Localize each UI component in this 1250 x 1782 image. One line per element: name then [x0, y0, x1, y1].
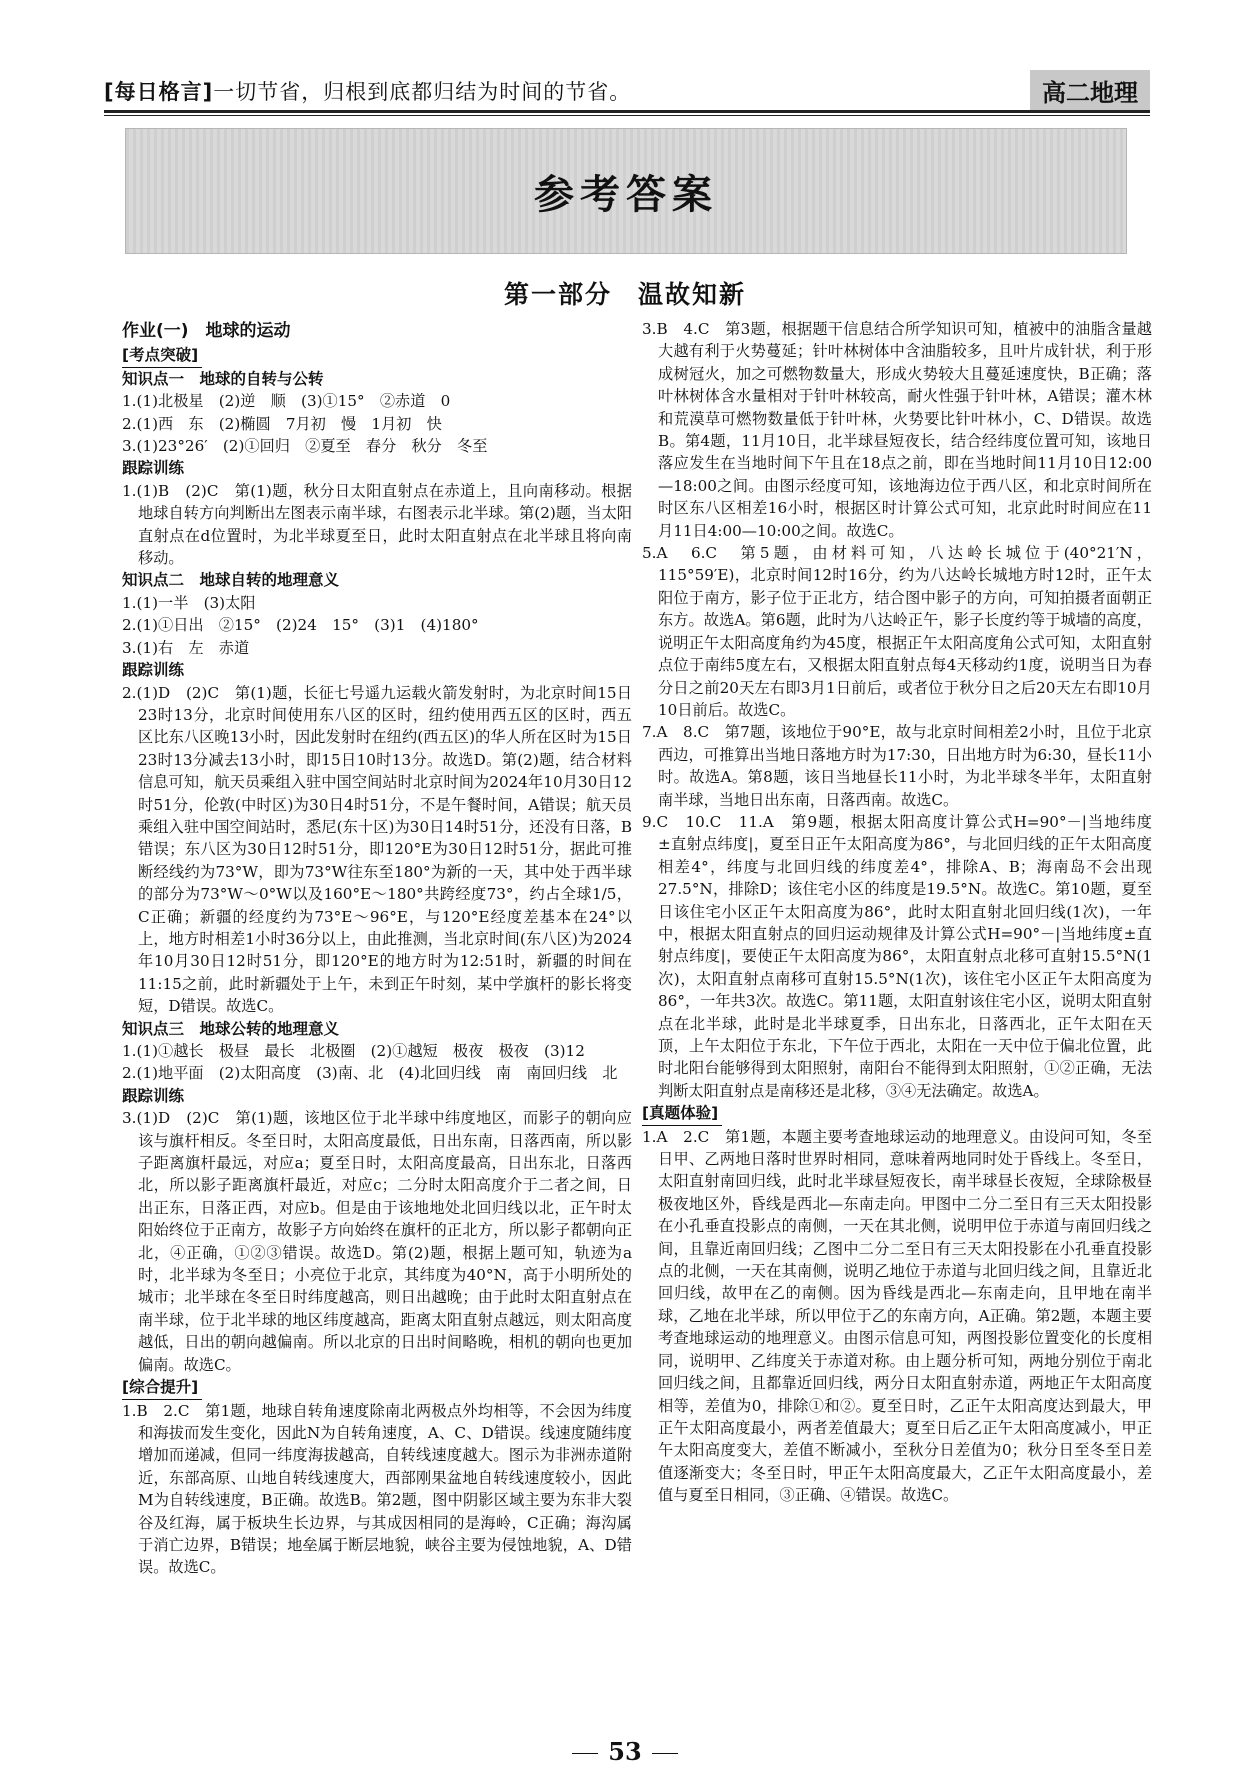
daily-motto [104, 76, 631, 106]
answer-paragraph: 3.(1)D (2)C 第(1)题，该地区位于北半球中纬度地区，而影子的朝向应该与旗杆相反。冬至日时，太阳高度最低，日出东南，日落西南，所以影子距离旗杆最远，对应a；夏至日时，太阳高度最高，日出东北，日落西北，所以影子距离旗杆最近，对应c；二分时太阳高度介于二者之间，日出正东，日落正西，对应b。但是由于该地地处北回归线以北，正午时太阳始终位于正南方，故影子方向始终在旗杆的正北方，所以影子都朝向正北，④正确，①②③错误。故选D。第(2)题，根据上题可知，轨迹为a时，北半球为冬至日；小亮位于北京，其纬度为40°N，高于小明所处的城市；北半球在冬至日时纬度越高，则日出越晚；由于此时太阳直射点在南半球，位于北半球的地区纬度越高，距离太阳直射点越远，则太阳高度越低，日出的朝向越偏南。所以北京的日出时间略晚，相机的朝向也更加偏南。故选C。 [122, 1109, 632, 1374]
practice-heading: 跟踪训练 [122, 661, 185, 680]
left-column [122, 318, 632, 1579]
knowledge-point-heading: 知识点三 地球公转的地理意义 [122, 1019, 340, 1038]
title-banner [125, 128, 1127, 254]
answer-paragraph: 5.A 6.C 第5题，由材料可知，八达岭长城位于(40°21′N，115°59′E)，北京时间12时16分，约为八达岭长城地方时12时，正午太阳位于南方，影子位于正北方，结合图中影子的方向，可知拍摄者面朝正东方。故选A。第6题，此时为八达岭正午，影子长度约等于城墙的高度，说明正午太阳高度角约为45度，根据正午太阳高度角公式可知，太阳直射点位于南纬5度左右，又根据太阳直射点每4天移动约1度，说明当日为春分日之前20天左右即3月1日前后，或者位于秋分日之后20天左右即10月10日前后。故选C。 [642, 544, 1152, 719]
answer-line: 1.(1)一半 (3)太阳 [122, 593, 256, 612]
section-heading: [ 综合提升 ] [122, 1376, 202, 1399]
answer-paragraph: 1.A 2.C 第1题，本题主要考查地球运动的地理意义。由设问可知，冬至日甲、乙两地日落时世界时相同，意味着两地同时处于昏线上。冬至日，太阳直射南回归线，此时北半球昼短夜长，南半球昼长夜短，全球除极昼极夜地区外，昏线是西北—东南走向。甲图中二分二至日有三天太阳投影在小孔垂直投影点的南侧，一天在其北侧，说明甲位于赤道与南回归线之间，且靠近南回归线；乙图中二分二至日有三天太阳投影在小孔垂直投影点的北侧，一天在其南侧，说明乙地位于赤道与北回归线之间，且靠近北回归线，故甲在乙的南侧。因为昏线是西北—东南走向，且甲地在南半球，乙地在北半球，所以甲位于乙的东南方向，A正确。第2题，本题主要考查地球运动的地理意义。由图示信息可知，两图投影位置变化的长度相同，说明甲、乙纬度关于赤道对称。由上题分析可知，两地分别位于南北回归线之间，且都靠近回归线，两分日太阳直射赤道，两地正午太阳高度相等，差值为0，排除①和②。夏至日时，乙正午太阳高度达到最大，甲正午太阳高度最小，两者差值最大；夏至日后乙正午太阳高度减小，甲正午太阳高度变大，差值不断减小，至秋分日差值为0；秋分日至冬至日差值逐渐变大；冬至日时，甲正午太阳高度最大，乙正午太阳高度最小，差值与夏至日相同，③正确、④错误。故选C。 [642, 1127, 1152, 1505]
header-rule [104, 110, 1150, 113]
answer-line: 2.(1)西 东 (2)椭圆 7月初 慢 1月初 快 [122, 414, 442, 433]
subject-label: 高二地理 [1030, 70, 1150, 110]
homework-title: 作业(一) 地球的运动 [122, 321, 291, 341]
part-number: 第一部分 [503, 280, 612, 309]
answer-paragraph: 9.C 10.C 11.A 第9题，根据太阳高度计算公式H=90°－|当地纬度±直射点纬度|，夏至日正午太阳高度为86°，与北回归线的正午太阳高度相差4°，纬度与北回归线的纬度差4°，排除A、B；海南岛不会出现27.5°N，排除D；该住宅小区的纬度是19.5°N。故选C。第10题，夏至日该住宅小区正午太阳高度为86°，此时太阳直射北回归线(1次)，一年中，根据太阳直射点的回归运动规律及计算公式H=90°－|当地纬度±直射点纬度|，要使正午太阳高度为86°，太阳直射点北移可直射15.5°N(1次)，太阳直射点南移可直射15.5°N(1次)，该住宅小区正午太阳高度为86°，一年共3次。故选C。第11题，太阳直射该住宅小区，说明太阳直射点在北半球，此时是北半球夏季，日出东北，日落西北，正午太阳在天顶，上午太阳位于东北，下午位于西北，太阳在一天中位于偏北位置，此时北阳台能够得到太阳照射，南阳台不能得到太阳照射，①②正确，无法判断太阳直射点是南移还是北移，③④无法确定。故选A。 [642, 812, 1152, 1100]
page-title: 参考答案 [534, 170, 718, 218]
practice-heading: 跟踪训练 [122, 459, 185, 478]
section-heading: [ 真题体验 ] [642, 1102, 722, 1125]
answer-paragraph: 3.B 4.C 第3题，根据题干信息结合所学知识可知，植被中的油脂含量越大越有利于火势蔓延；针叶林树体中含油脂较多，且叶片成针状，利于形成树冠火，加之可燃物数量大，形成火势较大且蔓延速度快，B正确；落叶林树体含水量相对于针叶林较高，耐火性强于针叶林，A错误；灌木林和荒漠草可燃物数量低于针叶林，火势要比针叶林小，C、D错误。故选B。第4题，11月10日，北半球昼短夜长，结合经纬度位置可知，该地日落应发生在当地时间下午且在18点之前，即在当地时间11月10日12:00—18:00之间。由图示经度可知，该地海边位于西八区，和北京时间所在时区东八区相差16小时，根据区时计算公式可知，北京此时时间应在11月11日4:00—10:00之间。故选C。 [642, 320, 1152, 540]
answer-line: 3.(1)23°26′ (2)①回归 ②夏至 春分 秋分 冬至 [122, 437, 488, 456]
answer-line: 1.(1)①越长 极昼 最长 北极圈 (2)①越短 极夜 极夜 (3)12 [122, 1042, 585, 1060]
header-rule-thin [104, 115, 1150, 116]
motto-tag: [每日格言] [104, 80, 214, 104]
answer-line: 2.(1)①日出 ②15° (2)24 15° (3)1 (4)180° [122, 616, 479, 635]
knowledge-point-heading: 知识点二 地球自转的地理意义 [122, 571, 340, 590]
answer-line: 2.(1)地平面 (2)太阳高度 (3)南、北 (4)北回归线 南 南回归线 北 [122, 1064, 618, 1083]
answer-paragraph: 1.(1)B (2)C 第(1)题，秋分日太阳直射点在赤道上，且向南移动。根据地球自转方向判断出左图表示南半球，右图表示北半球。第(2)题，当太阳直射点在d位置时，为北半球夏至日，此时太阳直射点在北半球且将向南移动。 [122, 481, 632, 568]
part-heading [0, 275, 1250, 311]
page-number: 53 [0, 1737, 1250, 1766]
knowledge-point-heading: 知识点一 地球的自转与公转 [122, 369, 324, 388]
answer-paragraph: 1.B 2.C 第1题，地球自转角速度除南北两极点外均相等，不会因为纬度和海拔而发生变化，因此N为自转角速度，A、C、D错误。线速度随纬度增加而递减，但同一纬度海拔越高，自转线速度越大。图示为非洲赤道附近，东部高原、山地自转线速度大，西部刚果盆地自转线速度较小，因此M为自转线速度，B正确。故选B。第2题，图中阴影区域主要为东非大裂谷及红海，属于板块生长边界，与其成因相同的是海岭，C正确；海沟属于消亡边界，B错误；地垒属于断层地貌，峡谷主要为侵蚀地貌，A、D错误。故选C。 [122, 1401, 632, 1577]
answer-paragraph: 2.(1)D (2)C 第(1)题，长征七号遥九运载火箭发射时，为北京时间15日23时13分，北京时间使用东八区的区时，纽约使用西五区的区时，西五区比东八区晚13小时，因此发射时在纽约(西五区)的华人所在区时为15日23时13分减去13小时，即15日10时13分。故选D。第(2)题，结合材料信息可知，航天员乘组入驻中国空间站时北京时间为2024年10月30日12时51分，伦敦(中时区)为30日4时51分，不是午餐时间，A错误；航天员乘组入驻中国空间站时，悉尼(东十区)为30日14时51分，还没有日落，B错误；东八区为30日12时51分，即120°E为30日12时51分，据此可推断经线约为73°W，即为73°W往东至180°为新的一天，其中处于西半球的部分为73°W～0°W以及160°E～180°共跨经度73°，约占全球1/5，C正确；新疆的经度约为73°E～96°E，与120°E经度差基本在24°以上，地方时相差1小时36分以上，由此推测，当北京时间(东八区)为2024年10月30日12时51分，即120°E的地方时为12:51时，新疆的时间在11:15之前，此时新疆处于上午，未到正午时刻，某中学旗杆的影长将变短，D错误。故选C。 [122, 683, 632, 1016]
right-column [642, 318, 1152, 1507]
motto-text: 一切节省，归根到底都归结为时间的节省。 [213, 80, 632, 104]
answer-paragraph: 7.A 8.C 第7题，该地位于90°E，故与北京时间相差2小时，且位于北京西边，可推算出当地日落地方时为17:30，日出地方时为6:30，昼长11小时。故选A。第8题，该日当地昼长11小时，为北半球冬半年，太阳直射南半球，当地日出东南，日落西南。故选C。 [642, 723, 1152, 809]
page-header [104, 70, 1150, 112]
answer-line: 1.(1)北极星 (2)逆 顺 (3)①15° ②赤道 0 [122, 392, 451, 411]
answer-line: 3.(1)右 左 赤道 [122, 638, 250, 657]
part-name: 温故知新 [638, 280, 747, 309]
practice-heading: 跟踪训练 [122, 1086, 185, 1105]
section-heading: [ 考点突破 ] [122, 344, 202, 367]
